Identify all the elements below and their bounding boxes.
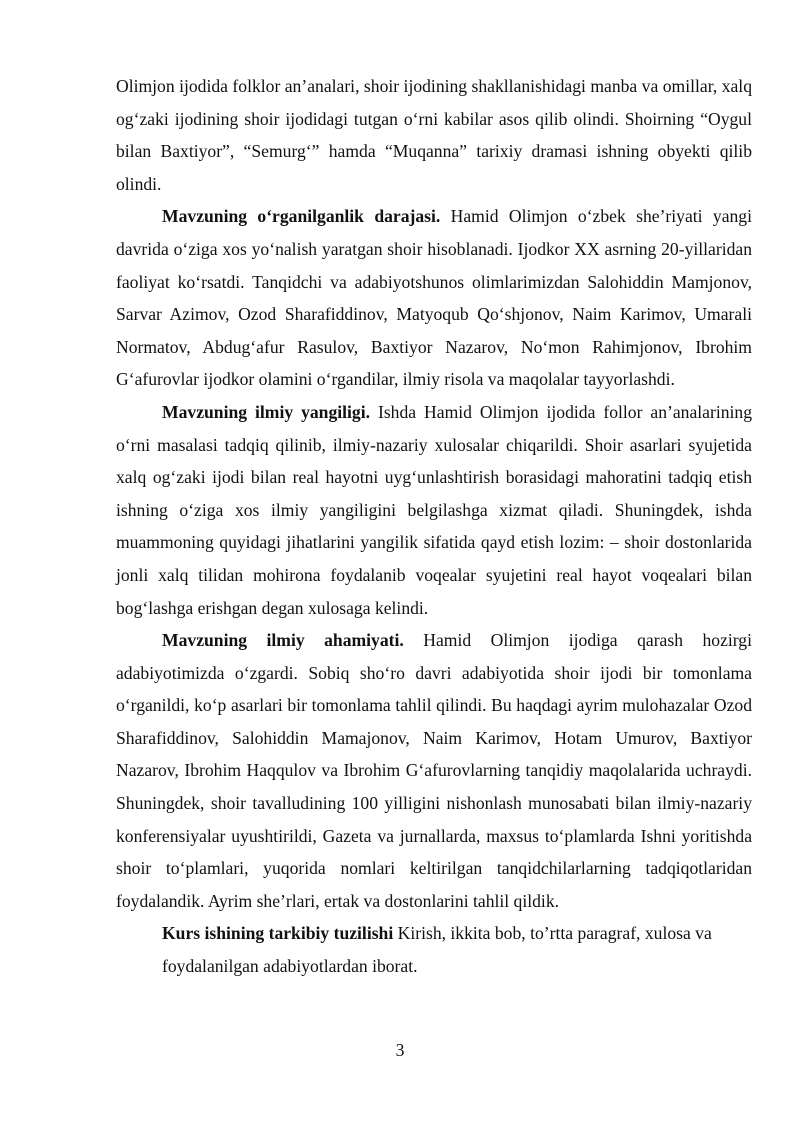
structure-heading: Kurs ishining tarkibiy tuzilishi xyxy=(162,923,394,944)
scientific-significance-paragraph xyxy=(116,624,752,917)
scientific-significance-heading: Mavzuning ilmiy ahamiyati. xyxy=(162,630,404,651)
study-level-text: Hamid Olimjon o‘zbek she’riyati yangi davrida o‘ziga xos yo‘nalish yaratgan shoir hisoblanadi. Ijodkor XX asrning 20-yillaridan faoliyat ko‘rsatdi. Tanqidchi va adabiyotshunos olimlarimizdan Salohiddin Mamjonov, Sarvar Azimov, Ozod Sharafiddinov, Matyoqub Qo‘shjonov, Naim Karimov, Umarali Normatov, Abdug‘afur Rasulov, Baxtiyor Nazarov, No‘mon Rahimjonov, Ibrohim G‘afurovlar ijodkor olamini o‘rgandilar, ilmiy risola va maqolalar tayyorlashdi. xyxy=(116,206,752,390)
document-page xyxy=(116,70,752,983)
intro-paragraph: Olimjon ijodida folklor an’analari, shoir ijodining shakllanishidagi manba va omillar, xalq og‘zaki ijodining shoir ijodidagi tutgan o‘rni kabilar asos qilib olindi. Shoirning “Oygul bilan Baxtiyor”, “Semurg‘” hamda “Muqanna” tarixiy dramasi ishning obyekti qilib olindi. xyxy=(116,76,752,194)
study-level-paragraph xyxy=(116,200,752,396)
scientific-novelty-text: Ishda Hamid Olimjon ijodida follor an’analarining o‘rni masalasi tadqiq qilinib, ilmiy-nazariy xulosalar chiqarildi. Shoir asarlari syujetida xalq og‘zaki ijodi bilan real hayotni uyg‘unlashtirish borasidagi mahoratini tadqiq etish ishning o‘ziga xos ilmiy yangiligini belgilashga xizmat qiladi. Shuningdek, ishda muammoning quyidagi jihatlarini yangilik sifatida qayd etish lozim: – shoir dostonlarida jonli xalq tilidan mohirona foydalanib voqealar syujetini real hayot voqealari bilan bog‘lashga erishgan degan xulosaga kelindi. xyxy=(116,401,752,618)
structure-text: Kirish, ikkita bob, to’rtta paragraf, xulosa va foydalanilgan adabiyotlardan iborat. xyxy=(162,923,712,977)
scientific-significance-text: Hamid Olimjon ijodiga qarash hozirgi adabiyotimizda o‘zgardi. Sobiq sho‘ro davri adabiyotida shoir ijodi bir tomonlama o‘rganildi, ko‘p asarlari bir tomonlama tahlil qilindi. Bu haqdagi ayrim mulohazalar Ozod Sharafiddinov, Salohiddin Mamajonov, Naim Karimov, Hotam Umurov, Baxtiyor Nazarov, Ibrohim Haqqulov va Ibrohim G‘afurovlarning tanqidiy maqolalarida uchraydi. Shuningdek, shoir tavalludining 100 yilligini nishonlash munosabati bilan ilmiy-nazariy konferensiyalar uyushtirildi, Gazeta va jurnallarda, maxsus to‘plamlarda Ishni yoritishda shoir to‘plamlari, yuqorida nomlari keltirilgan tanqidchilarlarning tadqiqotlaridan foydalandik. Ayrim she’rlari, ertak va dostonlarini tahlil qildik. xyxy=(116,630,752,911)
study-level-heading: Mavzuning o‘rganilganlik darajasi. xyxy=(162,206,441,227)
structure-paragraph xyxy=(162,917,752,982)
page-number: 3 xyxy=(395,1040,405,1060)
scientific-novelty-paragraph xyxy=(116,396,752,624)
scientific-novelty-heading: Mavzuning ilmiy yangiligi. xyxy=(162,401,371,422)
